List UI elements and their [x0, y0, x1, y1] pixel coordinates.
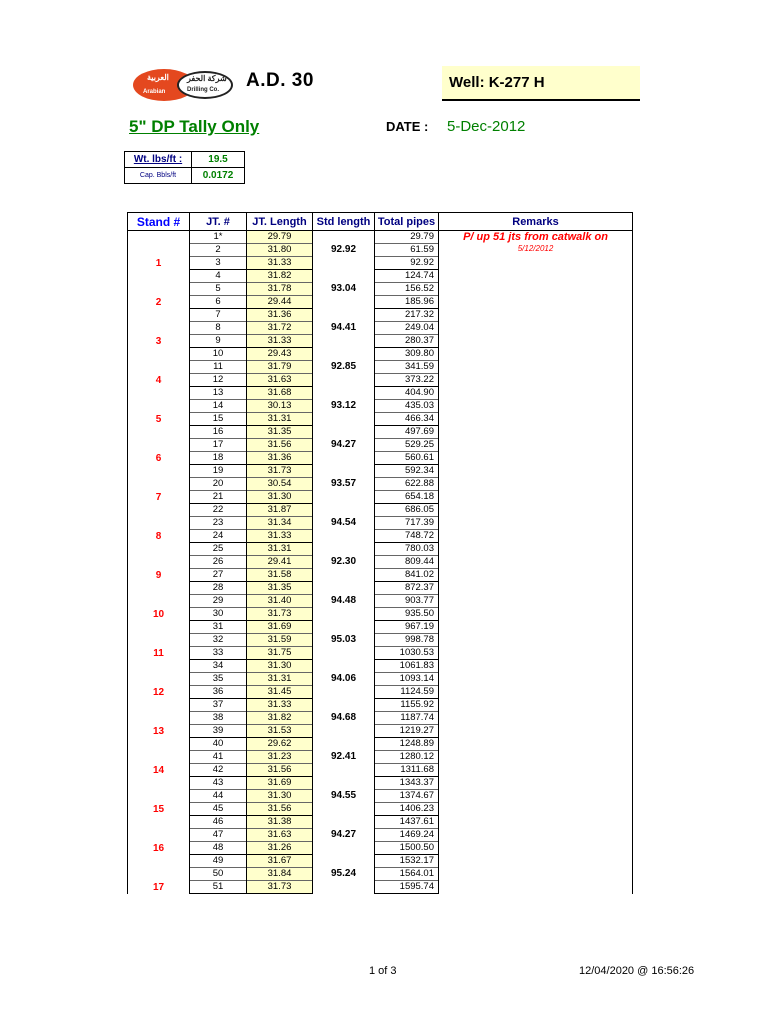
joint-length: 31.35 — [247, 426, 313, 439]
total-pipes: 1124.59 — [375, 686, 439, 699]
joint-length: 29.44 — [247, 296, 313, 309]
table-row — [128, 816, 633, 829]
joint-number: 41 — [190, 751, 247, 764]
stand-number: 7 — [128, 465, 190, 504]
joint-number: 40 — [190, 738, 247, 751]
table-row — [128, 738, 633, 751]
joint-length: 31.31 — [247, 413, 313, 426]
date-value: 5-Dec-2012 — [447, 118, 526, 135]
stand-number: 5 — [128, 387, 190, 426]
remarks-cell — [439, 270, 633, 309]
remarks-cell — [439, 660, 633, 699]
joint-length: 31.53 — [247, 725, 313, 738]
joint-length: 31.38 — [247, 816, 313, 829]
stand-length: 95.03 — [313, 621, 375, 660]
joint-number: 43 — [190, 777, 247, 790]
total-pipes: 1469.24 — [375, 829, 439, 842]
joint-length: 31.35 — [247, 582, 313, 595]
joint-length: 31.73 — [247, 881, 313, 894]
logo-text-left: Arabian — [143, 89, 166, 95]
remarks-cell — [439, 855, 633, 894]
total-pipes: 1187.74 — [375, 712, 439, 725]
joint-number: 34 — [190, 660, 247, 673]
joint-number: 3 — [190, 257, 247, 270]
stand-number: 6 — [128, 426, 190, 465]
joint-number: 18 — [190, 452, 247, 465]
total-pipes: 1343.37 — [375, 777, 439, 790]
joint-length: 31.30 — [247, 790, 313, 803]
joint-number: 24 — [190, 530, 247, 543]
total-pipes: 124.74 — [375, 270, 439, 283]
stand-length: 94.68 — [313, 699, 375, 738]
joint-length: 31.63 — [247, 829, 313, 842]
stand-number: 11 — [128, 621, 190, 660]
remarks-cell — [439, 738, 633, 777]
table-row — [128, 855, 633, 868]
stand-number: 1 — [128, 231, 190, 270]
tally-table — [127, 212, 633, 894]
remarks-cell — [439, 504, 633, 543]
joint-length: 31.23 — [247, 751, 313, 764]
remarks-cell — [439, 465, 633, 504]
stand-length: 94.55 — [313, 777, 375, 816]
total-pipes: 780.03 — [375, 543, 439, 556]
total-pipes: 1155.92 — [375, 699, 439, 712]
joint-number: 25 — [190, 543, 247, 556]
total-pipes: 872.37 — [375, 582, 439, 595]
joint-length: 31.34 — [247, 517, 313, 530]
stand-number: 9 — [128, 543, 190, 582]
joint-number: 23 — [190, 517, 247, 530]
col-header-remarks: Remarks — [439, 213, 633, 231]
joint-number: 44 — [190, 790, 247, 803]
joint-length: 31.36 — [247, 452, 313, 465]
total-pipes: 841.02 — [375, 569, 439, 582]
joint-number: 28 — [190, 582, 247, 595]
table-row — [128, 543, 633, 556]
remarks-cell — [439, 348, 633, 387]
total-pipes: 529.25 — [375, 439, 439, 452]
joint-length: 30.54 — [247, 478, 313, 491]
joint-length: 31.59 — [247, 634, 313, 647]
joint-length: 31.36 — [247, 309, 313, 322]
joint-length: 31.72 — [247, 322, 313, 335]
joint-number: 37 — [190, 699, 247, 712]
joint-length: 31.69 — [247, 621, 313, 634]
joint-number: 8 — [190, 322, 247, 335]
total-pipes: 560.61 — [375, 452, 439, 465]
total-pipes: 1061.83 — [375, 660, 439, 673]
joint-number: 7 — [190, 309, 247, 322]
joint-length: 31.40 — [247, 595, 313, 608]
remarks-cell — [439, 231, 633, 270]
total-pipes: 404.90 — [375, 387, 439, 400]
joint-length: 31.67 — [247, 855, 313, 868]
remarks-cell — [439, 387, 633, 426]
remarks-cell — [439, 426, 633, 465]
remarks-cell — [439, 543, 633, 582]
total-pipes: 1406.23 — [375, 803, 439, 816]
total-pipes: 1500.50 — [375, 842, 439, 855]
capacity-label: Cap. Bbls/ft — [125, 168, 192, 184]
col-header-stand: Stand # — [128, 213, 190, 231]
joint-number: 50 — [190, 868, 247, 881]
stand-number: 2 — [128, 270, 190, 309]
table-row — [128, 660, 633, 673]
joint-length: 31.78 — [247, 283, 313, 296]
joint-number: 15 — [190, 413, 247, 426]
remarks-cell — [439, 699, 633, 738]
stand-number: 10 — [128, 582, 190, 621]
joint-length: 31.73 — [247, 608, 313, 621]
joint-length: 29.43 — [247, 348, 313, 361]
joint-length: 31.56 — [247, 803, 313, 816]
stand-length: 93.57 — [313, 465, 375, 504]
total-pipes: 654.18 — [375, 491, 439, 504]
total-pipes: 1437.61 — [375, 816, 439, 829]
joint-length: 31.79 — [247, 361, 313, 374]
total-pipes: 435.03 — [375, 400, 439, 413]
remarks-cell — [439, 816, 633, 855]
logo-text-right: Drilling Co. — [187, 87, 219, 93]
joint-length: 31.33 — [247, 257, 313, 270]
logo-arabic-left: العربية — [147, 73, 169, 82]
col-header-std-length: Std length — [313, 213, 375, 231]
joint-number: 13 — [190, 387, 247, 400]
remarks-cell — [439, 309, 633, 348]
stand-length: 93.12 — [313, 387, 375, 426]
stand-length: 94.54 — [313, 504, 375, 543]
joint-number: 10 — [190, 348, 247, 361]
page-number: 1 of 3 — [369, 965, 397, 977]
total-pipes: 903.77 — [375, 595, 439, 608]
total-pipes: 809.44 — [375, 556, 439, 569]
capacity-value: 0.0172 — [192, 168, 245, 184]
table-row — [128, 504, 633, 517]
joint-number: 1* — [190, 231, 247, 244]
table-row — [128, 348, 633, 361]
total-pipes: 1374.67 — [375, 790, 439, 803]
joint-length: 31.30 — [247, 491, 313, 504]
joint-number: 11 — [190, 361, 247, 374]
remarks-cell — [439, 777, 633, 816]
joint-length: 31.33 — [247, 335, 313, 348]
joint-number: 48 — [190, 842, 247, 855]
joint-number: 6 — [190, 296, 247, 309]
total-pipes: 998.78 — [375, 634, 439, 647]
joint-length: 31.68 — [247, 387, 313, 400]
total-pipes: 1280.12 — [375, 751, 439, 764]
joint-number: 12 — [190, 374, 247, 387]
stand-number: 16 — [128, 816, 190, 855]
stand-length: 92.85 — [313, 348, 375, 387]
tally-body — [128, 231, 633, 894]
table-row — [128, 231, 633, 244]
joint-number: 30 — [190, 608, 247, 621]
joint-number: 9 — [190, 335, 247, 348]
joint-number: 39 — [190, 725, 247, 738]
total-pipes: 622.88 — [375, 478, 439, 491]
total-pipes: 373.22 — [375, 374, 439, 387]
total-pipes: 1311.68 — [375, 764, 439, 777]
total-pipes: 1564.01 — [375, 868, 439, 881]
joint-length: 31.82 — [247, 270, 313, 283]
tally-header-row — [128, 213, 633, 231]
joint-number: 38 — [190, 712, 247, 725]
joint-length: 31.80 — [247, 244, 313, 257]
total-pipes: 156.52 — [375, 283, 439, 296]
joint-length: 31.63 — [247, 374, 313, 387]
joint-number: 32 — [190, 634, 247, 647]
table-row — [128, 426, 633, 439]
total-pipes: 1532.17 — [375, 855, 439, 868]
stand-length: 94.27 — [313, 816, 375, 855]
total-pipes: 748.72 — [375, 530, 439, 543]
joint-number: 4 — [190, 270, 247, 283]
total-pipes: 341.59 — [375, 361, 439, 374]
joint-number: 36 — [190, 686, 247, 699]
total-pipes: 1595.74 — [375, 881, 439, 894]
table-row — [128, 777, 633, 790]
total-pipes: 497.69 — [375, 426, 439, 439]
total-pipes: 1219.27 — [375, 725, 439, 738]
total-pipes: 717.39 — [375, 517, 439, 530]
joint-number: 16 — [190, 426, 247, 439]
print-timestamp: 12/04/2020 @ 16:56:26 — [579, 965, 695, 977]
total-pipes: 466.34 — [375, 413, 439, 426]
stand-number: 12 — [128, 660, 190, 699]
table-row — [128, 309, 633, 322]
joint-length: 31.87 — [247, 504, 313, 517]
joint-length: 30.13 — [247, 400, 313, 413]
joint-length: 31.33 — [247, 699, 313, 712]
joint-length: 31.31 — [247, 673, 313, 686]
well-name: Well: K-277 H — [449, 74, 545, 91]
total-pipes: 249.04 — [375, 322, 439, 335]
joint-number: 46 — [190, 816, 247, 829]
stand-number: 15 — [128, 777, 190, 816]
joint-number: 42 — [190, 764, 247, 777]
joint-number: 26 — [190, 556, 247, 569]
joint-length: 31.82 — [247, 712, 313, 725]
stand-number: 17 — [128, 855, 190, 894]
total-pipes: 967.19 — [375, 621, 439, 634]
stand-length: 94.06 — [313, 660, 375, 699]
total-pipes: 1093.14 — [375, 673, 439, 686]
total-pipes: 280.37 — [375, 335, 439, 348]
total-pipes: 309.80 — [375, 348, 439, 361]
joint-length: 31.84 — [247, 868, 313, 881]
joint-length: 31.75 — [247, 647, 313, 660]
stand-length: 92.92 — [313, 231, 375, 270]
stand-length: 92.41 — [313, 738, 375, 777]
joint-number: 31 — [190, 621, 247, 634]
col-header-jt: JT. # — [190, 213, 247, 231]
total-pipes: 935.50 — [375, 608, 439, 621]
weight-value: 19.5 — [192, 152, 245, 168]
table-row — [128, 699, 633, 712]
joint-length: 31.56 — [247, 439, 313, 452]
joint-length: 31.56 — [247, 764, 313, 777]
stand-number: 14 — [128, 738, 190, 777]
total-pipes: 1248.89 — [375, 738, 439, 751]
joint-length: 31.33 — [247, 530, 313, 543]
total-pipes: 217.32 — [375, 309, 439, 322]
col-header-jt-length: JT. Length — [247, 213, 313, 231]
joint-number: 47 — [190, 829, 247, 842]
table-row — [128, 465, 633, 478]
joint-number: 51 — [190, 881, 247, 894]
date-label: DATE : — [386, 119, 429, 134]
joint-number: 35 — [190, 673, 247, 686]
joint-number: 19 — [190, 465, 247, 478]
remarks-cell — [439, 582, 633, 621]
logo-arabic-right: شركة الحفر — [187, 74, 227, 83]
joint-length: 29.62 — [247, 738, 313, 751]
stand-number: 13 — [128, 699, 190, 738]
total-pipes: 29.79 — [375, 231, 439, 244]
joint-number: 33 — [190, 647, 247, 660]
stand-length: 93.04 — [313, 270, 375, 309]
joint-number: 14 — [190, 400, 247, 413]
stand-number: 3 — [128, 309, 190, 348]
col-header-total-pipes: Total pipes — [375, 213, 439, 231]
joint-number: 2 — [190, 244, 247, 257]
joint-length: 29.41 — [247, 556, 313, 569]
rig-name: A.D. 30 — [246, 70, 314, 91]
stand-length: 92.30 — [313, 543, 375, 582]
table-row — [128, 387, 633, 400]
remark-date: 5/12/2012 — [517, 244, 554, 253]
total-pipes: 592.34 — [375, 465, 439, 478]
table-row — [128, 270, 633, 283]
stand-number: 4 — [128, 348, 190, 387]
stand-length: 95.24 — [313, 855, 375, 894]
joint-length: 29.79 — [247, 231, 313, 244]
joint-length: 31.45 — [247, 686, 313, 699]
company-logo — [133, 69, 234, 102]
stand-length: 94.48 — [313, 582, 375, 621]
joint-number: 27 — [190, 569, 247, 582]
joint-length: 31.31 — [247, 543, 313, 556]
joint-number: 29 — [190, 595, 247, 608]
pipe-specs-table — [124, 151, 245, 184]
total-pipes: 686.05 — [375, 504, 439, 517]
stand-length: 94.41 — [313, 309, 375, 348]
total-pipes: 185.96 — [375, 296, 439, 309]
table-row — [128, 621, 633, 634]
stand-number: 8 — [128, 504, 190, 543]
joint-length: 31.73 — [247, 465, 313, 478]
stand-length: 94.27 — [313, 426, 375, 465]
joint-number: 20 — [190, 478, 247, 491]
table-row — [128, 582, 633, 595]
joint-number: 17 — [190, 439, 247, 452]
joint-number: 5 — [190, 283, 247, 296]
remark-text: P/ up 51 jts from catwalk on — [463, 231, 608, 243]
joint-length: 31.58 — [247, 569, 313, 582]
total-pipes: 1030.53 — [375, 647, 439, 660]
joint-length: 31.69 — [247, 777, 313, 790]
total-pipes: 61.59 — [375, 244, 439, 257]
weight-label: Wt. lbs/ft : — [125, 152, 192, 168]
joint-number: 49 — [190, 855, 247, 868]
joint-number: 21 — [190, 491, 247, 504]
joint-length: 31.30 — [247, 660, 313, 673]
joint-number: 45 — [190, 803, 247, 816]
total-pipes: 92.92 — [375, 257, 439, 270]
remarks-cell — [439, 621, 633, 660]
joint-number: 22 — [190, 504, 247, 517]
page-title: 5" DP Tally Only — [129, 117, 260, 136]
joint-length: 31.26 — [247, 842, 313, 855]
